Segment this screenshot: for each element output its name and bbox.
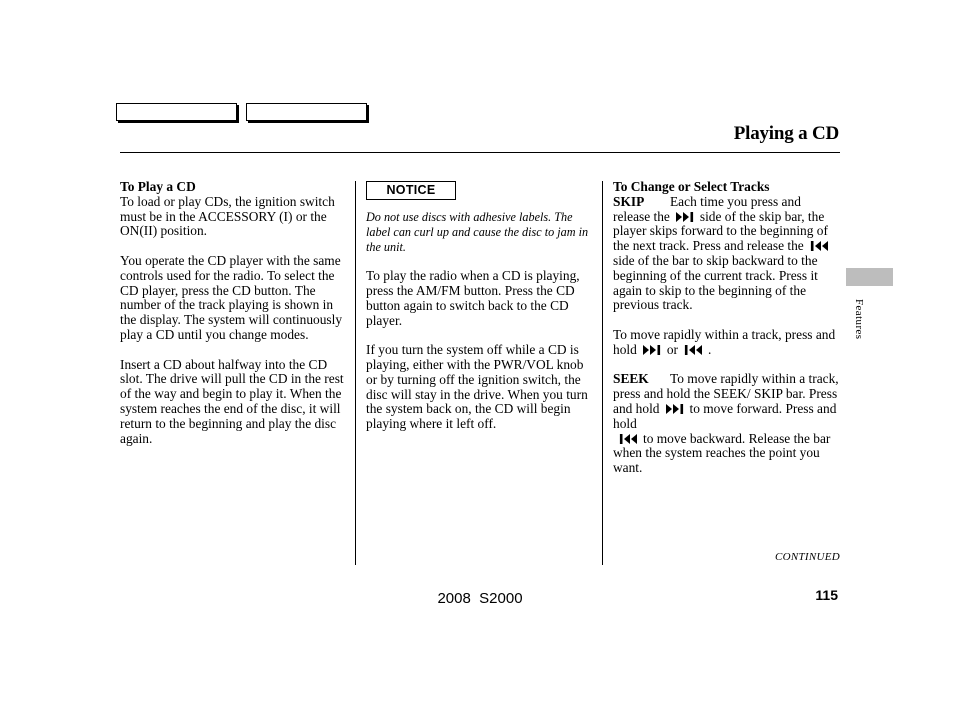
continued-label: CONTINUED: [774, 551, 840, 563]
section-heading-play-cd: To Play a CD: [120, 179, 196, 194]
paragraph: To play the radio when a CD is playing, press the AM/FM button. Press the CD button again to switch back to the CD player.: [366, 268, 580, 328]
column-play-cd: [120, 180, 346, 461]
paragraph: To load or play CDs, the ignition switch must be in the ACCESSORY (I) or the ON(II) position.: [120, 193, 335, 239]
skip-forward-icon: [642, 345, 662, 355]
skip-forward-icon: [665, 404, 685, 414]
nav-tab-button-1[interactable]: [116, 103, 237, 121]
paragraph: Insert a CD about halfway into the CD slot. The drive will pull the CD in the rest of the way and begin to play it. When the system reaches the end of the disc, it will return to the beginning and play the disc again.: [120, 356, 344, 446]
nav-tab-button-2[interactable]: [246, 103, 367, 121]
section-heading-change-tracks: To Change or Select Tracks: [613, 179, 770, 194]
skip-forward-icon: [675, 212, 695, 222]
page-number: 115: [815, 587, 838, 603]
paragraph: If you turn the system off while a CD is playing, either with the PWR/VOL knob or by turning off the ignition switch, the disc will stay in the drive. When you turn the system back on, the CD will begin playing where it left off.: [366, 342, 588, 432]
title-divider: [120, 152, 840, 153]
seek-paragraph: SEEK To move rapidly within a track, press and hold the SEEK/ SKIP bar. Press and hold to move forward. Press and hold to move backward. Release the bar when the system reaches the point you want.: [613, 371, 839, 476]
seek-keyword: SEEK: [613, 371, 649, 387]
skip-back-icon: [618, 434, 638, 444]
footer-model: 2008 S2000: [437, 590, 523, 607]
skip-back-icon: [683, 345, 703, 355]
section-tab-marker: [846, 268, 893, 286]
column-change-tracks: [613, 180, 841, 491]
column-divider-2: [602, 181, 603, 565]
paragraph: You operate the CD player with the same controls used for the radio. To select the CD player, press the CD button. The number of the track playing is shown in the display. The system will continuously play a CD until you change modes.: [120, 252, 343, 342]
section-label-features: Features: [853, 299, 865, 340]
skip-back-icon: [809, 241, 829, 251]
notice-badge: NOTICE: [366, 181, 456, 200]
column-notice: [366, 180, 592, 447]
page-title: Playing a CD: [733, 123, 839, 144]
notice-text: Do not use discs with adhesive labels. The label can curl up and cause the disc to jam in the unit.: [366, 210, 589, 254]
skip-paragraph: SKIP Each time you press and release the side of the skip bar, the player skips forward to the beginning of the next track. Press and release theside of the bar to skip backward to the beginning of the current track. Press it again to skip to the beginning of the previous track.: [613, 193, 828, 313]
rapid-paragraph: To move rapidly within a track, press and hold or .: [613, 326, 836, 357]
skip-keyword: SKIP: [613, 193, 645, 209]
column-divider-1: [355, 181, 356, 565]
